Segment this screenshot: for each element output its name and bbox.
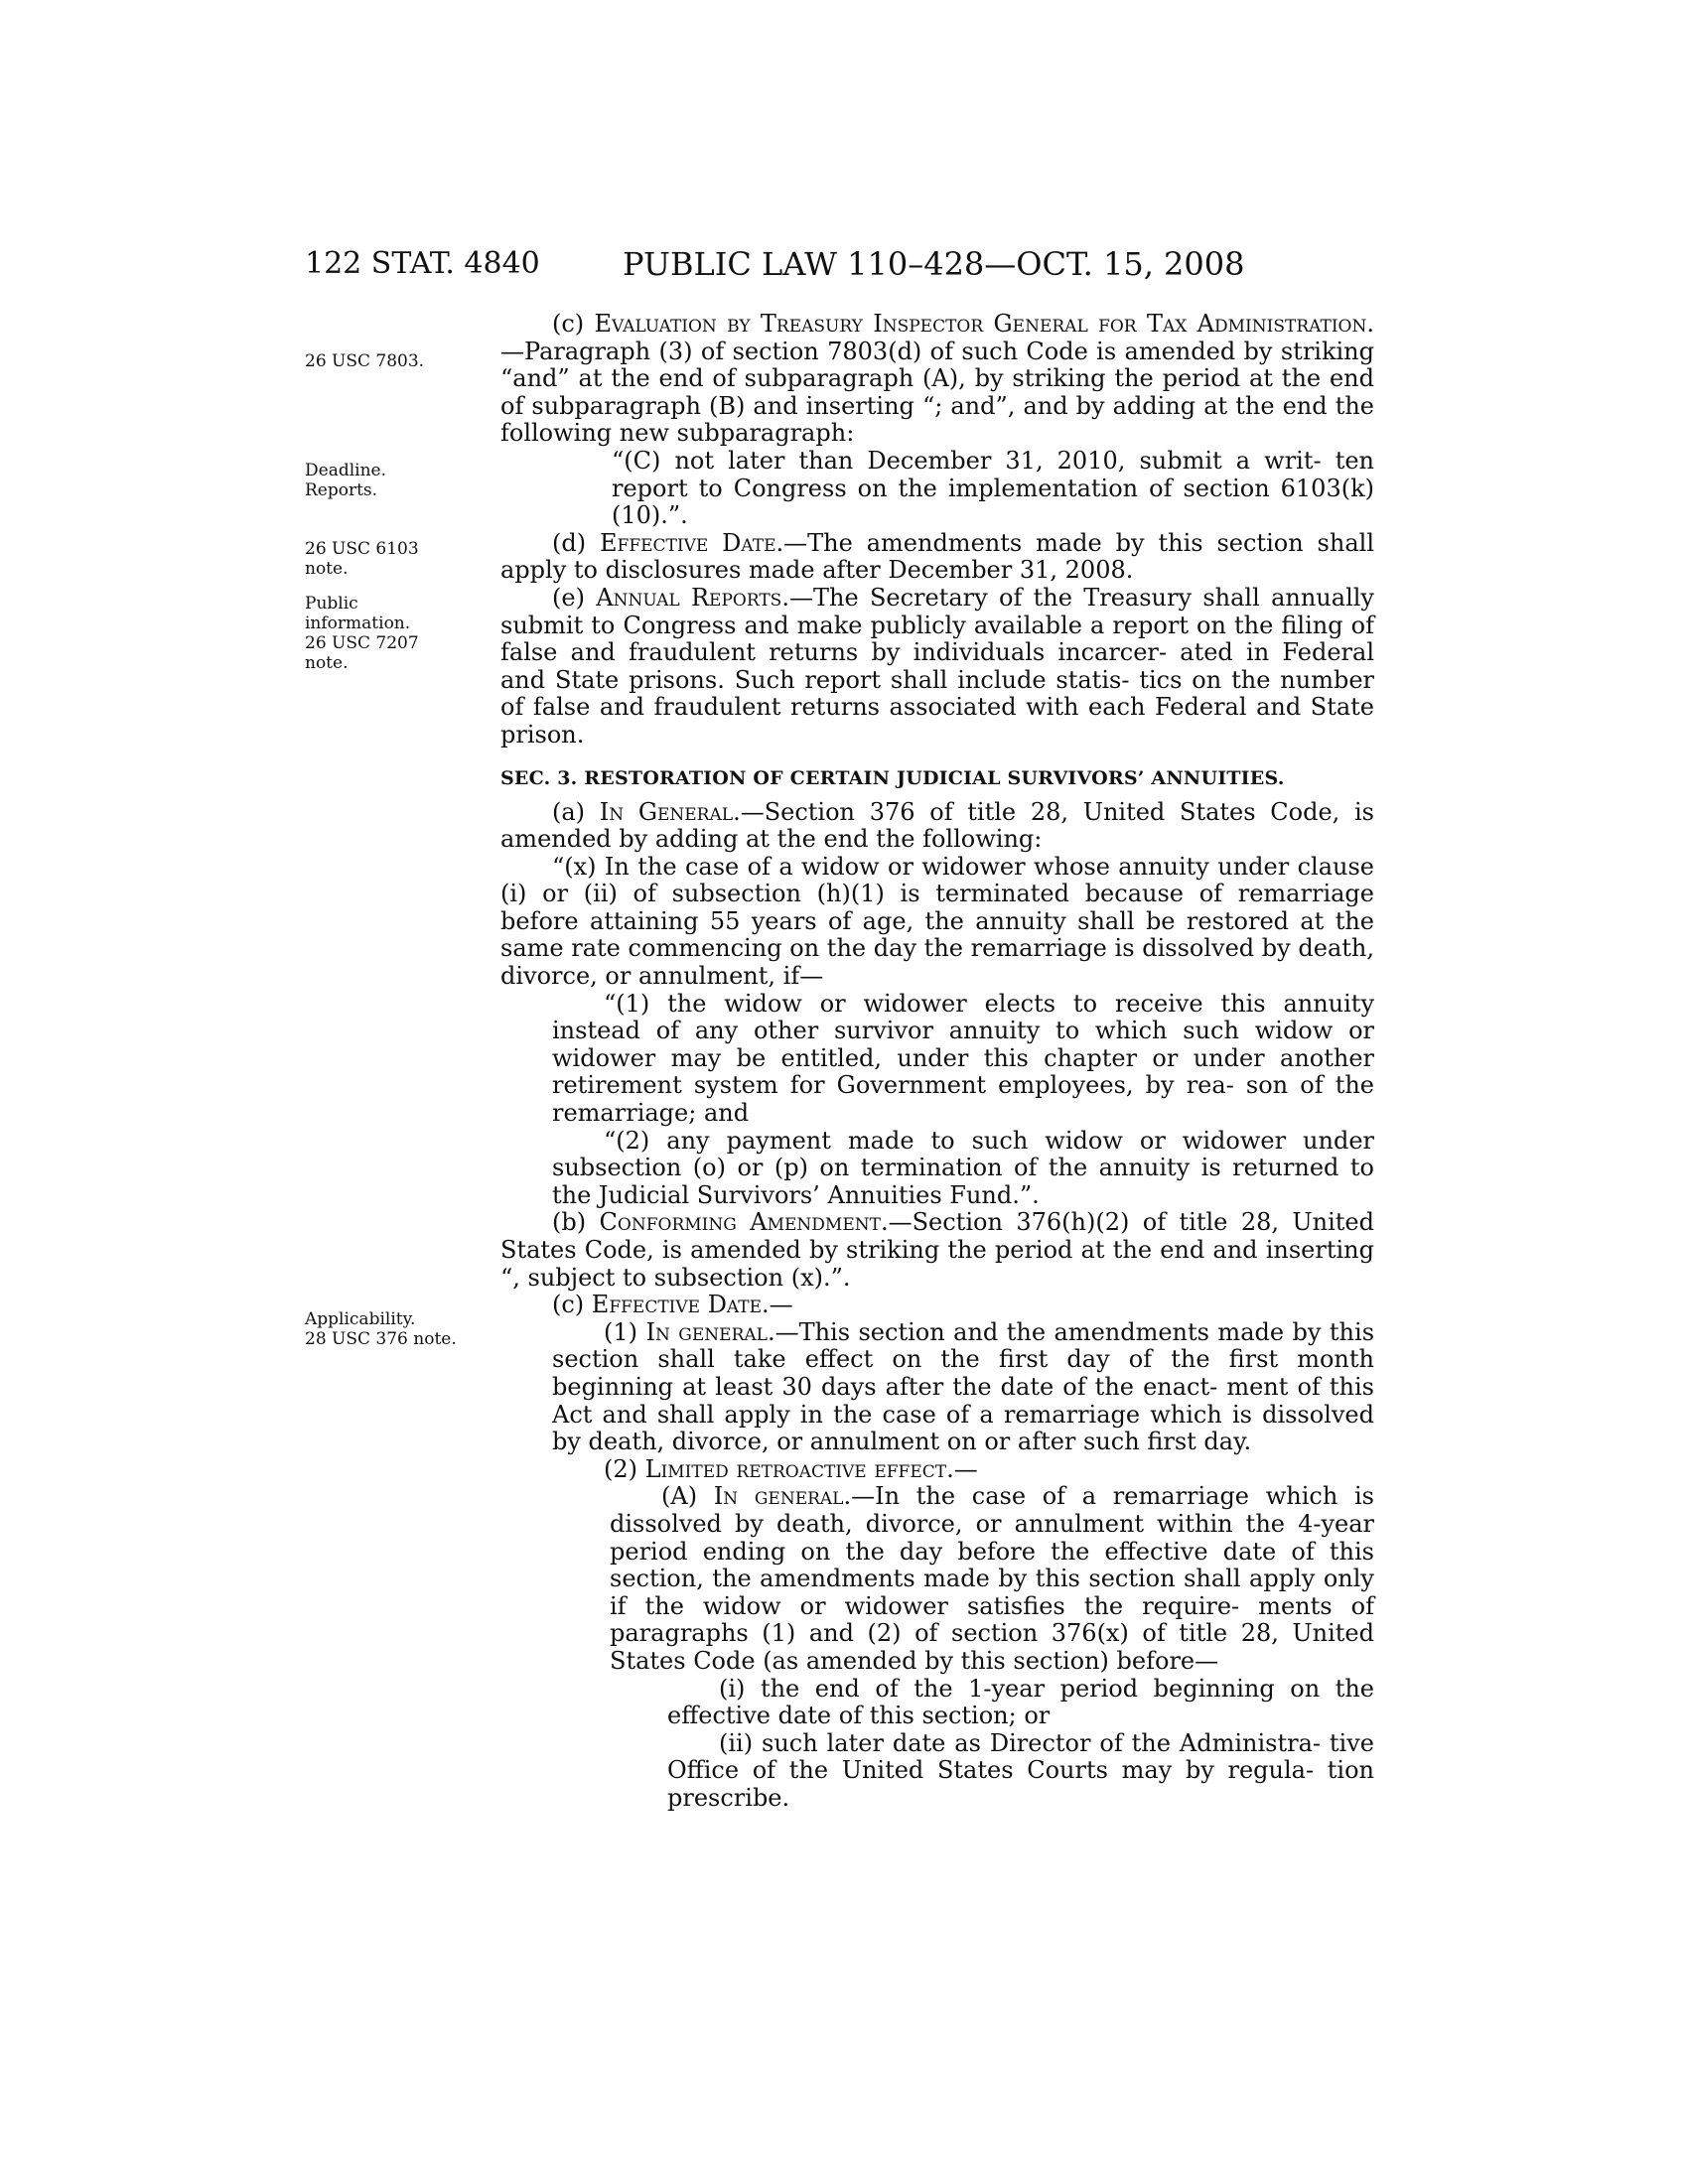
quoted-subsection-x: “(x) In the case of a widow or widower whose annuity under clause (i) or (ii) of subsection (h)(1) is terminated because of remarriage before attaining 55 years of age, the annuity shall be restored at the same rate commencing on the day the remarriage is dissolved by death, divorce, or annulment, if—	[500, 852, 1374, 991]
margin-note-public-information: Public information. 26 USC 7207 note.	[305, 594, 419, 673]
margin-note-26-usc-6103: 26 USC 6103 note.	[305, 539, 419, 579]
paragraph-d-effective-date: (d) Effective Date.—The amendments made by this section shall apply to disclosures made after December 31, 2008.	[500, 528, 1374, 585]
section-3-heading: SEC. 3. RESTORATION OF CERTAIN JUDICIAL SURVIVORS’ ANNUITIES.	[500, 766, 1285, 789]
statute-body	[500, 311, 1374, 1812]
quoted-subparagraph-c: “(C) not later than December 31, 2010, submit a writ- ten report to Congress on the implementation of section 6103(k)(10).”.	[612, 446, 1374, 530]
quoted-paragraph-x1: “(1) the widow or widower elects to receive this annuity instead of any other survivor annuity to which such widow or widower may be entitled, under this chapter or under another retirement system for Government employees, by rea- son of the remarriage; and	[552, 989, 1374, 1128]
section-3-paragraph-c2: (2) Limited retroactive effect.—	[604, 1454, 978, 1483]
margin-note-applicability: Applicability. 28 USC 376 note.	[305, 1309, 457, 1349]
margin-note-26-usc-7803: 26 USC 7803.	[305, 351, 425, 371]
quoted-paragraph-x2: “(2) any payment made to such widow or widower under subsection (o) or (p) on termination of the annuity is returned to the Judicial Survivors’ Annuities Fund.”.	[552, 1126, 1374, 1209]
section-3-subsection-c: (c) Effective Date.—	[552, 1291, 793, 1319]
page-header	[0, 244, 1688, 284]
paragraph-c-evaluation: (c) Evaluation by Treasury Inspector General for Tax Administration.—Paragraph (3) of section 7803(d) of such Code is amended by striking “and” at the end of subparagraph (A), by striking the period at the end of subparagraph (B) and inserting “; and”, and by adding at the end the following new subparagraph:	[500, 310, 1374, 448]
public-law-title: PUBLIC LAW 110–428—OCT. 15, 2008	[623, 245, 1245, 283]
section-3-subsection-a: (a) In General.—Section 376 of title 28, United States Code, is amended by adding at the end the following:	[500, 797, 1374, 854]
margin-note-deadline-reports: Deadline. Reports.	[305, 461, 386, 500]
paragraph-e-annual-reports: (e) Annual Reports.—The Secretary of the Treasury shall annually submit to Congress and make publicly available a report on the filing of false and fraudulent returns by individuals incarcer- ated in Federal and State prisons. Such report shall include statis- tics on the number of false and fraudulent returns associated with each Federal and State prison.	[500, 583, 1374, 749]
section-3-subparagraph-c2a: (A) In general.—In the case of a remarriage which is dissolved by death, divorce, or annulment within the 4-year period ending on the day before the effective date of this section, the amendments made by this section shall apply only if the widow or widower satisfies the require- ments of paragraphs (1) and (2) of section 376(x) of title 28, United States Code (as amended by this section) before—	[610, 1482, 1374, 1675]
section-3-clause-ii: (ii) such later date as Director of the Administra- tive Office of the United States Courts may by regula- tion prescribe.	[667, 1728, 1374, 1812]
section-3-paragraph-c1: (1) In general.—This section and the amendments made by this section shall take effect on the first day of the first month beginning at least 30 days after the date of the enact- ment of this Act and shall apply in the case of a remarriage which is dissolved by death, divorce, or annulment on or after such first day.	[552, 1317, 1375, 1456]
section-3-subsection-b: (b) Conforming Amendment.—Section 376(h)(2) of title 28, United States Code, is amended by striking the period at the end and inserting “, subject to subsection (x).”.	[500, 1208, 1374, 1292]
section-3-clause-i: (i) the end of the 1-year period beginning on the effective date of this section; or	[667, 1674, 1374, 1730]
statute-page-citation: 122 STAT. 4840	[305, 246, 540, 281]
